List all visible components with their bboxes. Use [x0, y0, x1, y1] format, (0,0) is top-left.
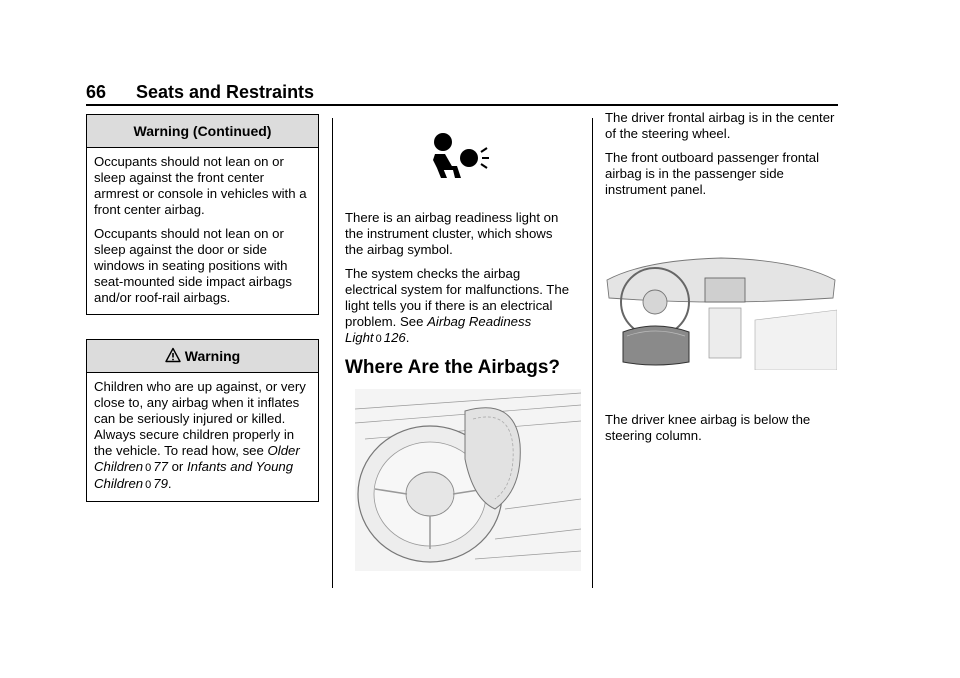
steering-wheel-airbag-illustration	[355, 389, 581, 571]
connector-text: or	[167, 459, 187, 474]
section-heading: Where Are the Airbags?	[345, 357, 561, 378]
readiness-text	[345, 210, 573, 347]
warning-body	[87, 373, 318, 501]
warning-continued-paragraph: Occupants should not lean on or sleep against the front center armrest or console in vehicles with a front center airbag.	[94, 154, 307, 217]
passenger-frontal-paragraph: The front outboard passenger frontal airbag is in the passenger side instrument panel.	[605, 150, 820, 197]
readiness-paragraph: There is an airbag readiness light on the instrument cluster, which shows the airbag symbol.	[345, 210, 559, 257]
warning-continued-body	[87, 148, 318, 314]
system-check-text: The system checks the airbag electrical system for malfunctions. The light tells you if there is an electrical problem. See	[345, 266, 570, 329]
airbag-readiness-icon	[345, 114, 573, 194]
column-1	[86, 114, 319, 502]
dashboard-knee-airbag-illustration	[605, 250, 837, 370]
column-divider	[592, 118, 593, 588]
page-number: 66	[86, 82, 107, 102]
warning-continued-box	[86, 114, 319, 315]
page-ref-79[interactable]: 79	[153, 476, 168, 491]
warning-box	[86, 339, 319, 502]
page-ref-icon: 0	[145, 479, 152, 491]
warning-continued-paragraph: Occupants should not lean on or sleep against the door or side windows in seating positions with seat-mounted side impact airbags and/or roof-rail airbags.	[94, 226, 292, 305]
warning-text: Children who are up against, or very close to, any airbag when it inflates can be seriously injured or killed. Always secure children properly in the vehicle. To read how, see	[94, 379, 306, 458]
warning-paragraph	[94, 379, 311, 493]
knee-airbag-text	[605, 412, 837, 444]
warning-triangle-icon	[165, 347, 181, 363]
page-ref-126[interactable]: 126	[383, 330, 406, 345]
warning-continued-title: Warning (Continued)	[87, 115, 318, 148]
page-header	[86, 82, 838, 106]
column-2	[345, 114, 573, 571]
warning-title-row	[87, 340, 318, 373]
period: .	[405, 330, 410, 345]
link-infants-young-children[interactable]: Infants and Young Children	[94, 459, 294, 491]
page-ref-icon: 0	[145, 462, 152, 474]
period: .	[167, 476, 172, 491]
column-3	[605, 110, 837, 452]
column-3-text	[605, 110, 837, 198]
system-check-paragraph	[345, 266, 573, 347]
link-older-children[interactable]: Older Children	[94, 443, 300, 474]
link-airbag-readiness-light[interactable]: Airbag Readiness Light	[345, 314, 532, 345]
column-divider	[332, 118, 333, 588]
driver-frontal-paragraph: The driver frontal airbag is in the center of the steering wheel.	[605, 110, 835, 141]
page-ref-77[interactable]: 77	[153, 459, 168, 474]
warning-title: Warning	[184, 348, 241, 364]
knee-airbag-paragraph: The driver knee airbag is below the steering column.	[605, 412, 811, 443]
page-ref-icon: 0	[375, 333, 382, 345]
section-title: Seats and Restraints	[136, 82, 315, 102]
